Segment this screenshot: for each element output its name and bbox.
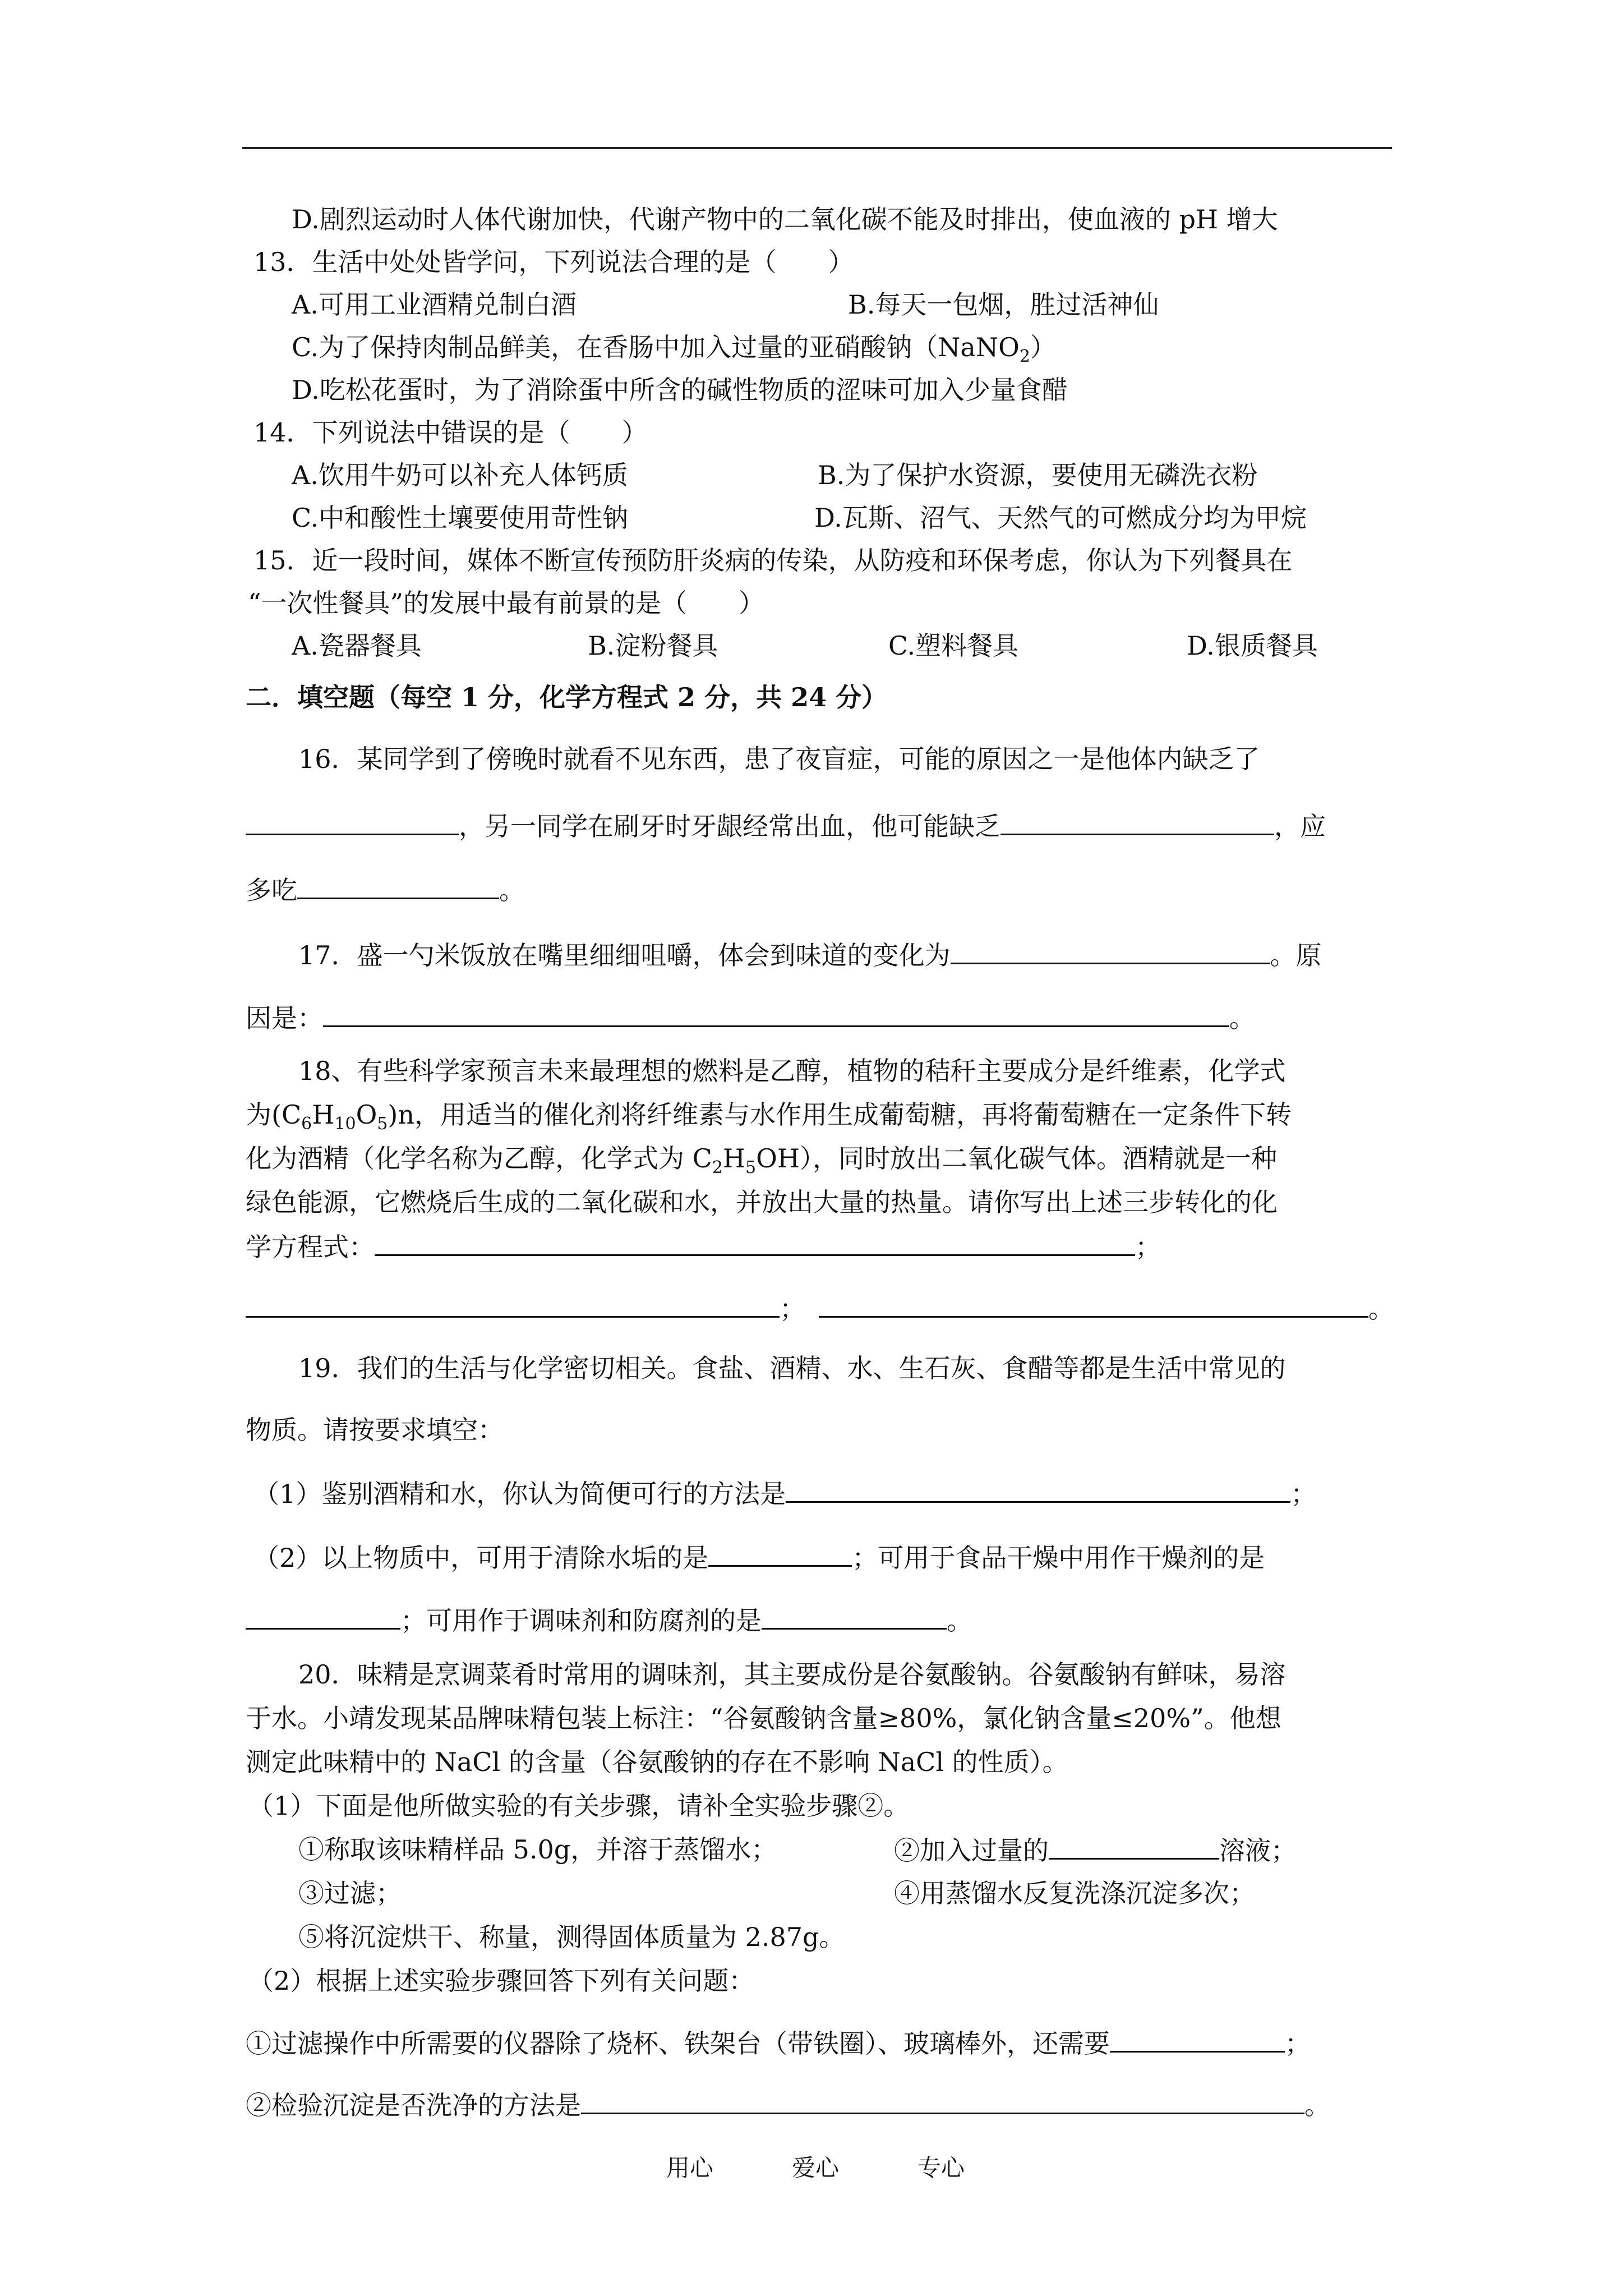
q14-option-b: B.为了保护水资源，要使用无磷洗衣粉 (818, 460, 1258, 490)
q17-blank-1[interactable] (951, 937, 1270, 964)
q20-line2: 于水。小靖发现某品牌味精包装上标注：“谷氨酸钠含量≥80%，氯化钠含量≤20%”。他想 (246, 1703, 1281, 1733)
q19-blank-2[interactable] (708, 1539, 852, 1567)
q20-blank-2[interactable] (1110, 2025, 1285, 2053)
q18-line1: 18、有些科学家预言未来最理想的燃料是乙醇，植物的秸秆主要成分是纤维素，化学式 (298, 1056, 1286, 1086)
q13-option-a: A.可用工业酒精兑制白酒 (292, 289, 577, 320)
header-rule (242, 147, 1392, 149)
footer-text-3: 专心 (917, 2154, 965, 2182)
q16-blank-1[interactable] (246, 808, 459, 835)
q20-blank-1[interactable] (1049, 1832, 1219, 1860)
q18-line5: 学方程式： ； (246, 1228, 1161, 1264)
q20-answer2: ②检验沉淀是否洗净的方法是 。 (246, 2087, 1330, 2123)
q20-answer1: ①过滤操作中所需要的仪器除了烧杯、铁架台（带铁圈）、玻璃棒外，还需要 ； (246, 2025, 1311, 2061)
q16-blank-2[interactable] (1000, 808, 1274, 835)
q18-blank-3[interactable] (819, 1290, 1368, 1318)
q18-blank-1[interactable] (375, 1228, 1135, 1256)
q14-option-c: C.中和酸性土壤要使用苛性钠 (292, 503, 629, 533)
q14-stem: 14．下列说法中错误的是（ ） (253, 417, 648, 448)
q20-step4: ④用蒸馏水反复洗涤沉淀多次； (894, 1878, 1255, 1908)
footer-text-2: 爱心 (792, 2154, 840, 2182)
q20-part1: （1）下面是他所做实验的有关步骤，请补全实验步骤②。 (248, 1791, 910, 1821)
q20-step2: ②加入过量的 溶液； (894, 1832, 1297, 1868)
q15-option-c: C.塑料餐具 (888, 631, 1019, 661)
q13-option-d: D.吃松花蛋时，为了消除蛋中所含的碱性物质的涩味可加入少量食醋 (292, 375, 1068, 405)
q18-line6: ； 。 (246, 1290, 1394, 1326)
q20-blank-3[interactable] (581, 2087, 1304, 2114)
q13-option-b: B.每天一包烟，胜过活神仙 (848, 289, 1159, 320)
q17-blank-2[interactable] (323, 1000, 1229, 1027)
q15-option-b: B.淀粉餐具 (588, 631, 718, 661)
q20-step3: ③过滤； (298, 1878, 402, 1908)
q18-line4: 绿色能源，它燃烧后生成的二氧化碳和水，并放出大量的热量。请你写出上述三步转化的化 (246, 1187, 1278, 1217)
page-footer (666, 2151, 965, 2185)
section-title: 二．填空题（每空 1 分，化学方程式 2 分，共 24 分） (246, 682, 888, 712)
q15-option-a: A.瓷器餐具 (292, 631, 422, 661)
q16-blank-3[interactable] (297, 872, 499, 899)
q18-line2: 为$(C_6H_{10}O_5)n$，用适当的催化剂将纤维素与水作用生成葡萄糖，再将葡萄糖在一定条件下转 (246, 1099, 1292, 1134)
q16-line1: 16．某同学到了傍晚时就看不见东西，患了夜盲症，可能的原因之一是他体内缺乏了 (298, 744, 1260, 774)
q19-blank-3[interactable] (246, 1602, 400, 1630)
q19-line1: 19．我们的生活与化学密切相关。食盐、酒精、水、生石灰、食醋等都是生活中常见的 (298, 1353, 1286, 1383)
q19-part2: （2）以上物质中，可用于清除水垢的是 ；可用于食品干燥中用作干燥剂的是 (253, 1539, 1265, 1575)
q12-option-d: D.剧烈运动时人体代谢加快，代谢产物中的二氧化碳不能及时排出，使血液的 pH 增大 (292, 204, 1278, 234)
q20-step1: ①称取该味精样品 5.0g，并溶于蒸馏水； (298, 1834, 777, 1865)
q15-stem-line2: “一次性餐具”的发展中最有前景的是（ ） (248, 588, 765, 618)
q18-line3: 化为酒精（化学名称为乙醇，化学式为 $C_2H_5OH$），同时放出二氧化碳气体。酒精就是一种 (246, 1143, 1277, 1178)
q17-line2: 因是： 。 (246, 1000, 1255, 1036)
q19-blank-1[interactable] (786, 1475, 1290, 1503)
footer-text-1: 用心 (666, 2154, 714, 2182)
q14-option-a: A.饮用牛奶可以补充人体钙质 (292, 460, 628, 490)
q19-part3: ；可用作于调味剂和防腐剂的是 。 (246, 1602, 972, 1638)
q17-line1: 17．盛一勺米饭放在嘴里细细咀嚼，体会到味道的变化为 。原 (298, 937, 1322, 973)
q16-line3: 多吃 。 (246, 872, 525, 908)
q20-step5: ⑤将沉淀烘干、称量，测得固体质量为 2.87g。 (298, 1922, 845, 1952)
q16-line2: ，另一同学在刷牙时牙龈经常出血，他可能缺乏 ，应 (246, 808, 1326, 844)
q20-part2: （2）根据上述实验步骤回答下列有关问题： (248, 1966, 755, 1996)
q13-stem: 13．生活中处处皆学问，下列说法合理的是（ ） (253, 247, 854, 277)
q20-line1: 20．味精是烹调菜肴时常用的调味剂，其主要成份是谷氨酸钠。谷氨酸钠有鲜味，易溶 (298, 1659, 1286, 1690)
q19-blank-4[interactable] (762, 1602, 947, 1630)
q14-option-d: D.瓦斯、沼气、天然气的可燃成分均为甲烷 (814, 503, 1307, 533)
q20-line3: 测定此味精中的 NaCl 的含量（谷氨酸钠的存在不影响 NaCl 的性质）。 (246, 1747, 1068, 1777)
q18-blank-2[interactable] (246, 1290, 780, 1318)
q19-part1: （1）鉴别酒精和水，你认为简便可行的方法是 ； (253, 1475, 1316, 1511)
q15-option-d: D.银质餐具 (1187, 631, 1318, 661)
q13-option-c: C.为了保持肉制品鲜美，在香肠中加入过量的亚硝酸钠（NaNO$_2$） (292, 332, 1056, 367)
q15-stem-line1: 15．近一段时间，媒体不断宣传预防肝炎病的传染，从防疫和环保考虑，你认为下列餐具在 (253, 545, 1293, 576)
q19-line2: 物质。请按要求填空： (246, 1415, 504, 1445)
